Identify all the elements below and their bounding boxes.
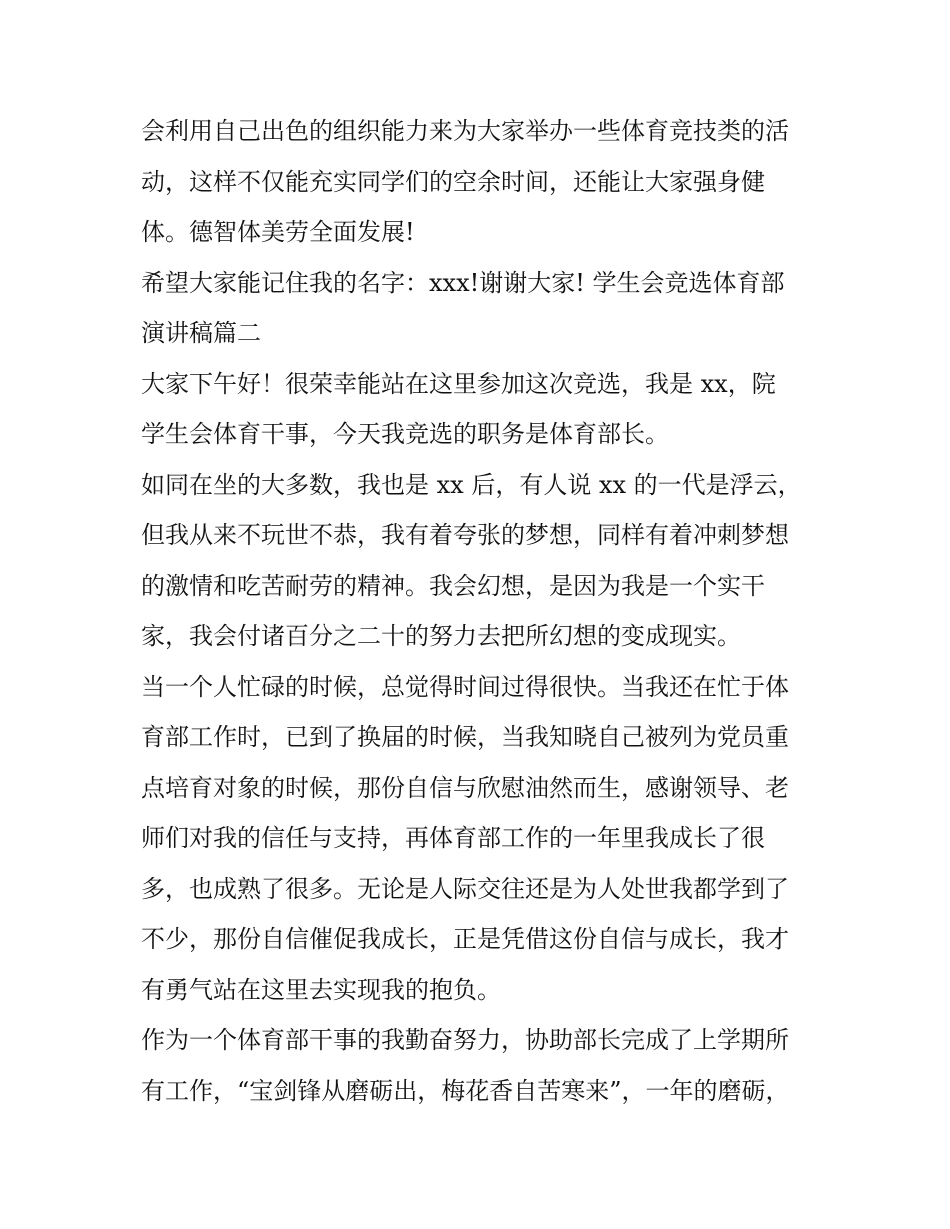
text-line-19: 作为一个体育部干事的我勤奋努力，协助部长完成了上学期所 xyxy=(141,1026,789,1054)
text-line-3: 体。德智体美劳全面发展! xyxy=(141,218,415,246)
text-line-4: 希望大家能记住我的名字：xxx!谢谢大家! 学生会竞选体育部 xyxy=(141,268,785,297)
text-line-5: 演讲稿篇二 xyxy=(141,319,261,347)
text-line-15: 师们对我的信任与支持，再体育部工作的一年里我成长了很 xyxy=(141,824,765,852)
text-line-20: 有工作，“宝剑锋从磨砺出，梅花香自苦寒来”，一年的磨砺， xyxy=(141,1076,790,1105)
text-line-6: 大家下午好！很荣幸能站在这里参加这次竞选，我是 xx，院 xyxy=(141,369,776,398)
text-line-11: 家，我会付诸百分之二十的努力去把所幻想的变成现实。 xyxy=(141,622,741,650)
text-line-10: 的激情和吃苦耐劳的精神。我会幻想，是因为我是一个实干 xyxy=(141,571,765,600)
text-line-1: 会利用自己出色的组织能力来为大家举办一些体育竞技类的活 xyxy=(141,117,789,145)
text-line-18: 有勇气站在这里去实现我的抱负。 xyxy=(141,975,501,1004)
text-line-16: 多，也成熟了很多。无论是人际交往还是为人处世我都学到了 xyxy=(141,874,789,903)
document-body xyxy=(141,106,821,1116)
text-line-7: 学生会体育干事，今天我竞选的职务是体育部长。 xyxy=(141,420,669,448)
text-line-17: 不少，那份自信催促我成长，正是凭借这份自信与成长，我才 xyxy=(141,925,789,953)
text-line-13: 育部工作时，已到了换届的时候，当我知晓自己被列为党员重 xyxy=(141,723,789,751)
text-line-14: 点培育对象的时候，那份自信与欣慰油然而生，感谢领导、老 xyxy=(141,773,789,802)
text-line-9: 但我从来不玩世不恭，我有着夸张的梦想，同样有着冲刺梦想 xyxy=(141,521,789,549)
text-line-8: 如同在坐的大多数，我也是 xx 后，有人说 xx 的一代是浮云， xyxy=(141,470,802,499)
text-line-2: 动，这样不仅能充实同学们的空余时间，还能让大家强身健 xyxy=(141,167,765,196)
text-line-12: 当一个人忙碌的时候，总觉得时间过得很快。当我还在忙于体 xyxy=(141,672,789,701)
